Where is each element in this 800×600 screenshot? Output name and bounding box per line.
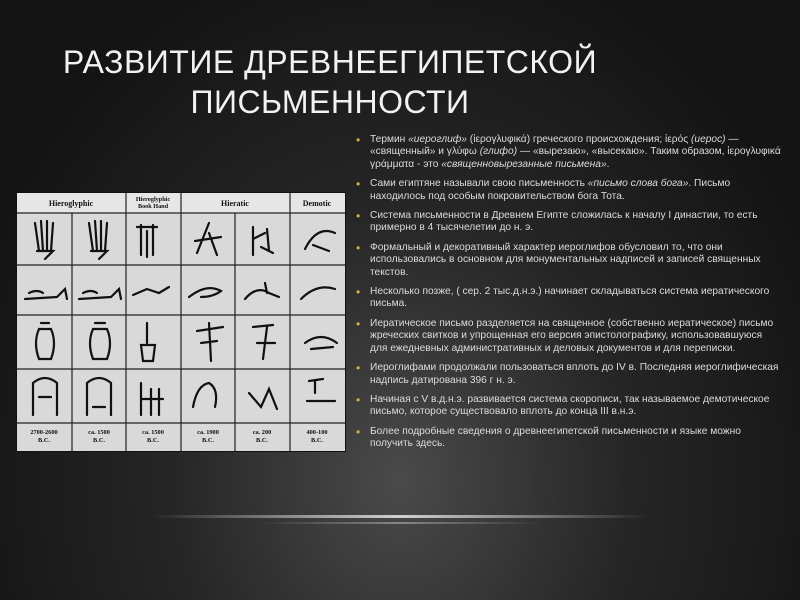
decorative-light-line xyxy=(150,515,650,518)
date-col6: 400-100 B.C. xyxy=(306,429,328,444)
bullet-text: Более подробные сведения о древнеегипетской письменности и языке можно получить здесь. xyxy=(370,425,741,450)
date-col5: ca. 200 B.C. xyxy=(252,429,272,444)
bullet-text: Формальный и декоративный характер иероглифов обусловил то, что они использовались в основном для монументальных надписей и записей священных текстов. xyxy=(370,241,761,278)
date-col1: 2700-2600 B.C. xyxy=(30,429,58,444)
header-demotic: Demotic xyxy=(302,199,332,208)
bullet-italic-text: «священновырезанные письмена» xyxy=(441,158,607,170)
decorative-light-line-2 xyxy=(260,522,540,524)
bullet-item xyxy=(354,178,782,203)
bullet-item xyxy=(354,134,782,171)
bullet-list xyxy=(354,134,782,458)
bullet-italic-text: (иерос) xyxy=(691,134,726,145)
bullet-text: (ἱερογλυφικά) греческого происхождения; ἱερός xyxy=(466,134,692,145)
bullet-text: — «священный» и γλύφω xyxy=(370,134,739,158)
bullet-text: . Письмо находилось под особым покровительством бога Тота. xyxy=(370,178,731,202)
hieroglyph-evolution-table xyxy=(16,192,346,452)
header-book-hand: Hieroglyphic Book Hand xyxy=(135,196,171,210)
slide-title-line-2: ПИСЬМЕННОСТИ xyxy=(190,84,470,120)
bullet-item xyxy=(354,286,782,311)
bullet-text: Иератическое письмо разделяется на священное (собственно иератическое) письмо жреческих свитков и упрощенная его версия эпистолографику, использовавшуюся для ежедневных административных и деловых документов и для переписки. xyxy=(370,317,774,354)
slide-title xyxy=(60,42,600,122)
bullet-text: Начиная с V в.д.н.э. развивается система скорописи, так называемое демотическое письмо, которое существовало вплоть до конца III в.н.э. xyxy=(370,393,770,418)
bullet-italic-text: «иероглиф» xyxy=(408,134,467,145)
bullet-text: Термин xyxy=(370,134,409,145)
date-col2: ca. 1500 B.C. xyxy=(88,429,110,444)
bullet-text: Система письменности в Древнем Египте сложилась к началу I династии, то есть примерно в 4 тысячелетии до н. э. xyxy=(370,210,758,234)
slide-title-line-1: РАЗВИТИЕ ДРЕВНЕЕГИПЕТСКОЙ xyxy=(62,44,598,80)
bullet-item xyxy=(354,394,782,419)
bullet-text: — «вырезаю», «высекаю». Таким образом, ἱερογλυφικά γράμματα - это xyxy=(370,146,781,170)
header-hieratic: Hieratic xyxy=(221,199,249,208)
date-col4: ca. 1900 B.C. xyxy=(197,429,219,444)
bullet-item xyxy=(354,210,782,235)
bullet-item xyxy=(354,242,782,279)
bullet-italic-text: «письмо слова бога» xyxy=(587,178,689,190)
header-hieroglyphic: Hieroglyphic xyxy=(48,199,94,208)
bullet-text: . xyxy=(606,158,610,170)
bullet-text: Сами египтяне называли свою письменность xyxy=(370,178,588,190)
hieroglyph-table-svg xyxy=(17,193,345,451)
bullet-italic-text: (глифо) xyxy=(479,146,518,158)
date-col3: ca. 1500 B.C. xyxy=(142,429,164,444)
bullet-item xyxy=(354,318,782,355)
bullet-item xyxy=(354,362,782,387)
bullet-item xyxy=(354,426,782,451)
bullet-text: Иероглифами продолжали пользоваться вплоть до IV в. Последняя иероглифическая надпись датирована 396 г н. э. xyxy=(370,362,779,386)
bullet-text: Несколько позже, ( сер. 2 тыс.д.н.э.) начинает складываться система иератического письма. xyxy=(370,286,770,310)
